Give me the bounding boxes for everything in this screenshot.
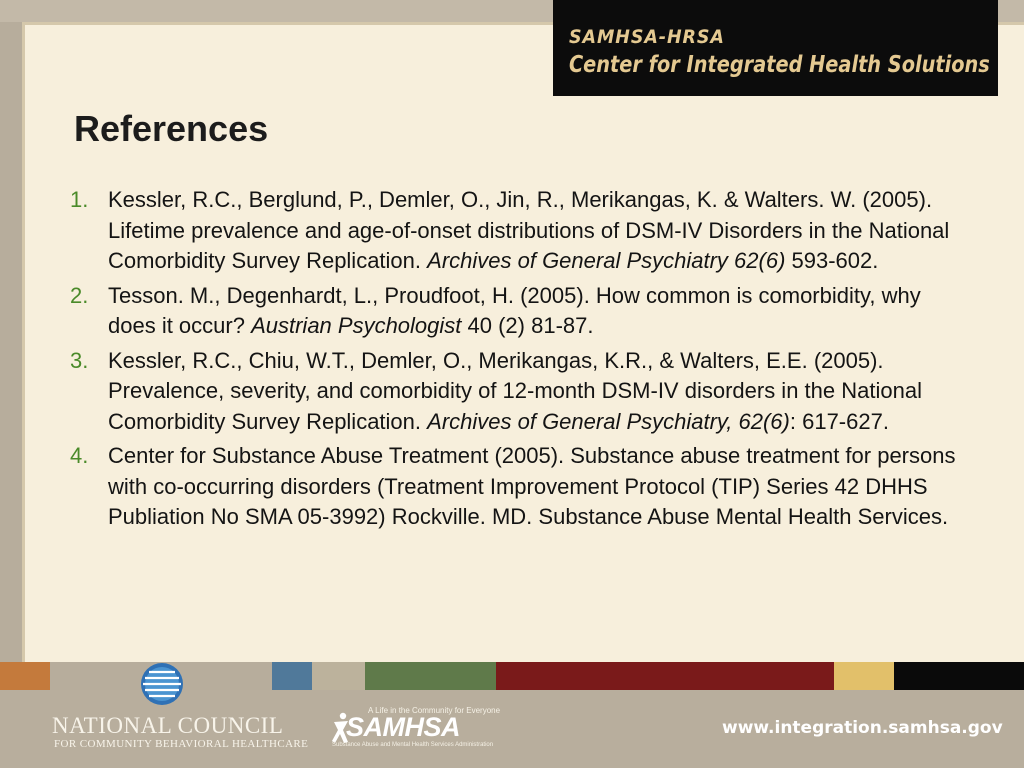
reference-journal: Archives of General Psychiatry, 62(6) xyxy=(427,408,790,434)
reference-text: Kessler, R.C., Chiu, W.T., Demler, O., Merikangas, K.R., & Walters, E.E. (2005). Prevalence, severity, and comorbidity of 12-month DSM-IV disorders in the National Comorbidity Survey Replication. xyxy=(108,347,922,434)
reference-journal: Archives of General Psychiatry 62(6) xyxy=(427,248,786,273)
color-bar-tan xyxy=(312,662,365,690)
reference-item xyxy=(70,346,970,438)
reference-list xyxy=(70,185,970,537)
globe-icon xyxy=(140,662,184,706)
reference-number: 3. xyxy=(70,347,89,373)
reference-text: Center for Substance Abuse Treatment (2005). Substance abuse treatment for persons with co-occurring disorders (Treatment Improvement Protocol (TIP) Series 42 DHHS Publiation No SMA 05-3992) Rockville. MD. Substance Abuse Mental Health Services. xyxy=(108,443,956,529)
color-bar-olive xyxy=(365,662,496,690)
national-council-name: NATIONAL COUNCIL xyxy=(52,713,284,738)
reference-journal: Austrian Psychologist xyxy=(251,313,462,338)
samhsa-subtitle: Substance Abuse and Mental Health Services Administration xyxy=(332,742,494,748)
brand-banner xyxy=(553,0,998,96)
color-bar-orange xyxy=(0,662,50,690)
reference-pages: : 617-627. xyxy=(789,408,889,434)
reference-item xyxy=(70,281,970,342)
color-bar-gold xyxy=(834,662,894,690)
reference-item xyxy=(70,441,970,533)
website-url: www.integration.samhsa.gov xyxy=(722,718,1003,738)
reference-pages: 40 (2) 81-87. xyxy=(461,313,594,338)
reference-text: Kessler, R.C., Berglund, P., Demler, O., Jin, R., Merikangas, K. & Walters. W. (2005). Lifetime prevalence and age-of-onset distributions of DSM-IV Disorders in the National Comorbidity Survey Replication. xyxy=(108,187,950,273)
samhsa-wordmark: SAMHSA xyxy=(346,712,461,742)
reference-text: Tesson. M., Degenhardt, L., Proudfoot, H. (2005). How common is comorbidity, why does it occur? xyxy=(108,282,921,338)
color-bar-maroon xyxy=(496,662,834,690)
reference-number: 1. xyxy=(70,187,89,212)
color-bar-steel-blue xyxy=(272,662,312,690)
national-council-subtitle: FOR COMMUNITY BEHAVIORAL HEALTHCARE xyxy=(54,738,309,750)
reference-pages: 593-602. xyxy=(785,248,879,273)
reference-item xyxy=(70,185,970,277)
color-bar-black xyxy=(894,662,1024,690)
reference-number: 4. xyxy=(70,443,89,468)
samhsa-tagline: A Life in the Community for Everyone xyxy=(368,706,501,715)
brand-line-2: Center for Integrated Health Solutions xyxy=(569,52,990,78)
reference-number: 2. xyxy=(70,282,89,308)
page-title: References xyxy=(74,108,269,149)
brand-line-1: SAMHSA-HRSA xyxy=(569,26,725,48)
